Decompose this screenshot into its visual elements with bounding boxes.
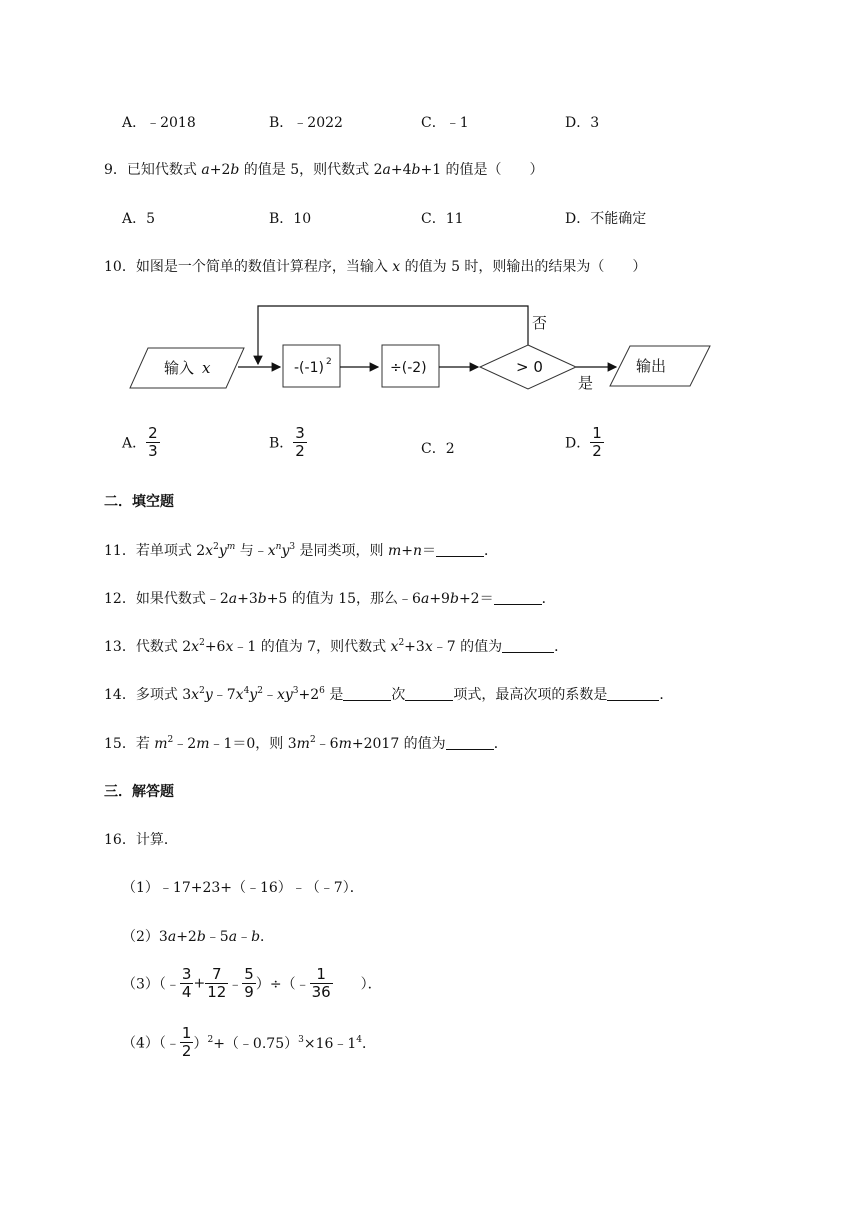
question-14: 14．多项式 $3x^2y﹣7x^4y^2﹣xy^3+2^6$ 是 次 项式，最高次项的系数是 ．	[104, 686, 674, 703]
input-label: 输入	[164, 359, 195, 377]
yes-label: 是	[578, 374, 594, 392]
input-variable: x	[202, 359, 211, 377]
answer-blank[interactable]	[502, 640, 554, 653]
q8-option-c: C．﹣1	[421, 115, 469, 131]
box2-label: ÷(-2)	[390, 360, 427, 376]
q16-part-2: （2）3a+2b﹣5a﹣b．	[122, 929, 275, 945]
decision-label: > 0	[516, 358, 543, 376]
q8-option-a: A．﹣2018	[122, 115, 196, 131]
q10-option-c: C．2	[421, 441, 455, 457]
q10-option-d: D． $\frac{1}{2}$	[565, 424, 602, 460]
q9-option-d: D．不能确定	[565, 211, 647, 227]
q10-option-b: B． $\frac{3}{2}$	[269, 424, 305, 460]
answer-blank-degree[interactable]	[343, 688, 391, 701]
answer-blank[interactable]	[446, 737, 494, 750]
box1-exponent: 2	[326, 357, 332, 367]
q9-option-a: A．5	[122, 211, 156, 227]
question-9: 9．已知代数式 a+2b 的值是 5，则代数式 2a+4b+1 的值是（ ）	[104, 162, 544, 178]
section-fill-in-blank-heading: 二．填空题	[104, 494, 174, 510]
q16-part-4: （4）（﹣ $\frac{1}{2}$ ）$^2+(﹣0.75)^3\times 16﹣1^4$．	[122, 1024, 377, 1060]
question-11: 11．若单项式 $2x^2y^m$ 与$﹣x^ny^3$ 是同类项，则 m+n＝ ．	[104, 542, 499, 559]
section-answer-questions-heading: 三．解答题	[104, 784, 174, 800]
question-15: 15．若 $m^2﹣2m﹣1=0$，则 $3m^2﹣6m+2017$ 的值为 ．	[104, 735, 508, 752]
flowchart-diagram	[120, 300, 720, 400]
q16-part-3: （3）（﹣ $\frac{3}{4}$ + $\frac{7}{12}$ ﹣ $\frac{5}{9}$ ）÷（﹣ $\frac{1}{36}$ ）．	[122, 965, 382, 1001]
question-10: 10．如图是一个简单的数值计算程序，当输入 x 的值为 5 时，则输出的结果为（ ）	[104, 259, 647, 275]
q8-option-b: B．﹣2022	[269, 115, 343, 131]
box1-label: -(-1)	[294, 360, 324, 376]
question-16-title: 16．计算．	[104, 832, 178, 848]
answer-blank[interactable]	[494, 592, 542, 605]
q8-option-d: D．3	[565, 115, 600, 131]
output-label: 输出	[636, 357, 667, 375]
question-13: 13．代数式 $2x^2+6x﹣1$ 的值为 7，则代数式 $x^2+3x﹣7$ 的值为 ．	[104, 638, 569, 655]
question-12: 12．如果代数式﹣2a+3b+5 的值为 15，那么﹣6a+9b+2＝ ．	[104, 591, 556, 607]
answer-blank-terms[interactable]	[405, 688, 453, 701]
answer-blank-coefficient[interactable]	[607, 688, 659, 701]
q16-part-1: （1）﹣17+23+（﹣16）﹣（﹣7）．	[122, 880, 364, 896]
no-label: 否	[532, 314, 548, 332]
q9-option-c: C．11	[421, 211, 464, 227]
q10-option-a: A． $\frac{2}{3}$	[122, 424, 158, 460]
answer-blank[interactable]	[436, 544, 484, 557]
q9-option-b: B．10	[269, 211, 312, 227]
